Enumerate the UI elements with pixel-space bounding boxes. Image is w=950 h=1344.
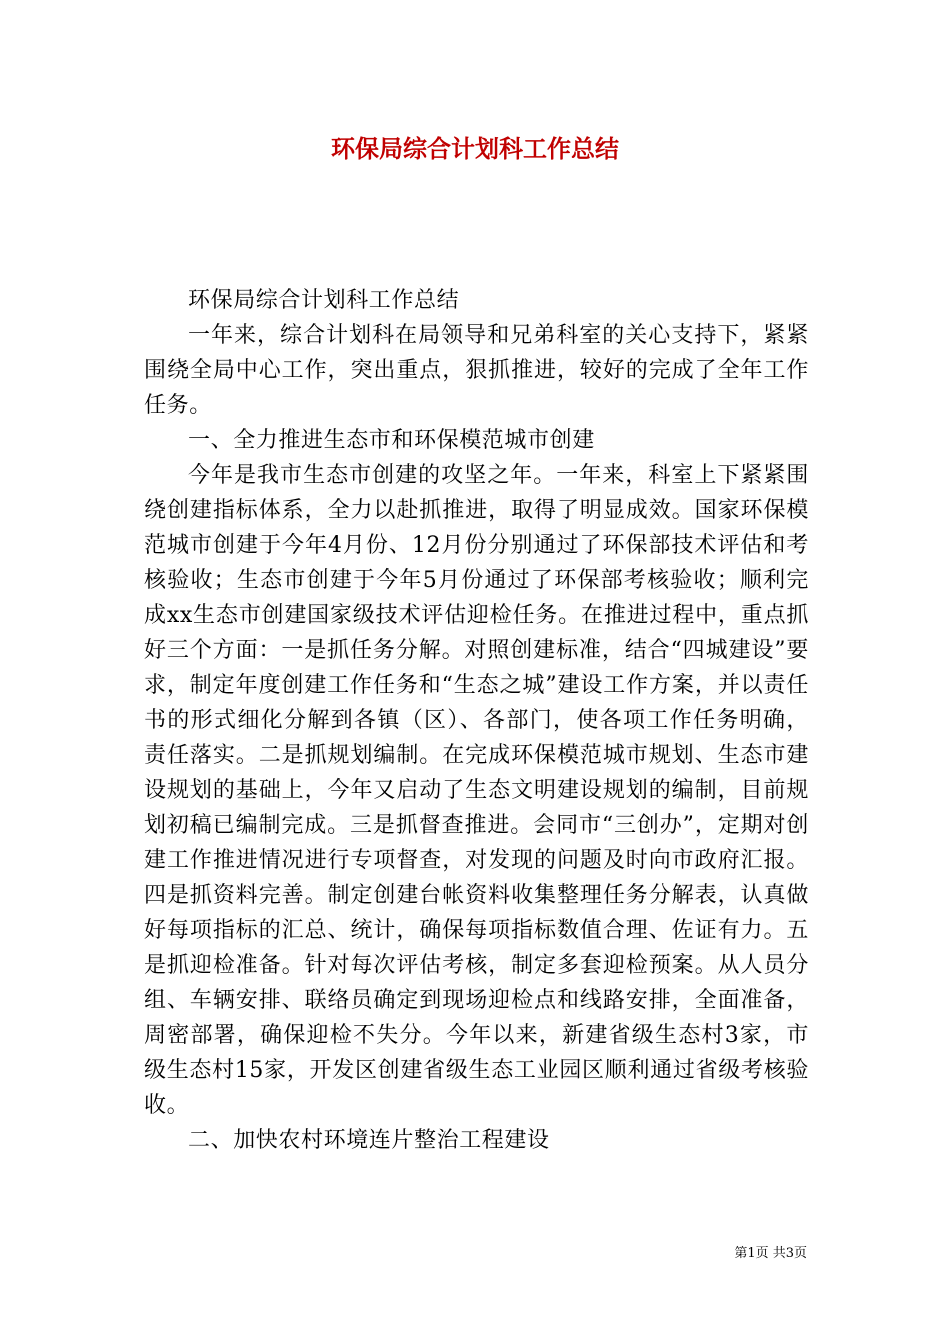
page-number: 第1页 共3页 bbox=[734, 1246, 807, 1261]
section-1-paragraph: 今年是我市生态市创建的攻坚之年。一年来，科室上下紧紧围绕创建指标体系，全力以赴抓推进，取得了明显成效。国家环保模范城市创建于今年4月份、12月份分别通过了环保部技术评估和考核验收；生态市创建于今年5月份通过了环保部考核验收；顺利完成xx生态市创建国家级技术评估迎检任务。在推进过程中，重点抓好三个方面：一是抓任务分解。对照创建标准，结合“四城建设”要求，制定年度创建工作任务和“生态之城”建设工作方案，并以责任书的形式细化分解到各镇（区）、各部门，使各项工作任务明确，责任落实。二是抓规划编制。在完成环保模范城市规划、生态市建设规划的基础上，今年又启动了生态文明建设规划的编制，目前规划初稿已编制完成。三是抓督查推进。会同市“三创办”，定期对创建工作推进情况进行专项督查，对发现的问题及时向市政府汇报。四是抓资料完善。制定创建台帐资料收集整理任务分解表，认真做好每项指标的汇总、统计，确保每项指标数值合理、佐证有力。五是抓迎检准备。针对每次评估考核，制定多套迎检预案。从人员分组、车辆安排、联络员确定到现场迎检点和线路安排，全面准备，周密部署，确保迎检不失分。今年以来，新建省级生态村3家，市级生态村15家，开发区创建省级生态工业园区顺利通过省级考核验收。 bbox=[144, 463, 809, 1118]
section-heading-1: 一、全力推进生态市和环保模范城市创建 bbox=[188, 428, 595, 453]
intro-paragraph: 一年来，综合计划科在局领导和兄弟科室的关心支持下，紧紧围绕全局中心工作，突出重点，狠抓推进，较好的完成了全年工作任务。 bbox=[144, 323, 809, 418]
body-subtitle: 环保局综合计划科工作总结 bbox=[188, 288, 460, 313]
section-heading-2: 二、加快农村环境连片整治工程建设 bbox=[188, 1128, 550, 1153]
page-title: 环保局综合计划科工作总结 bbox=[331, 135, 619, 163]
document-body bbox=[144, 283, 809, 1158]
